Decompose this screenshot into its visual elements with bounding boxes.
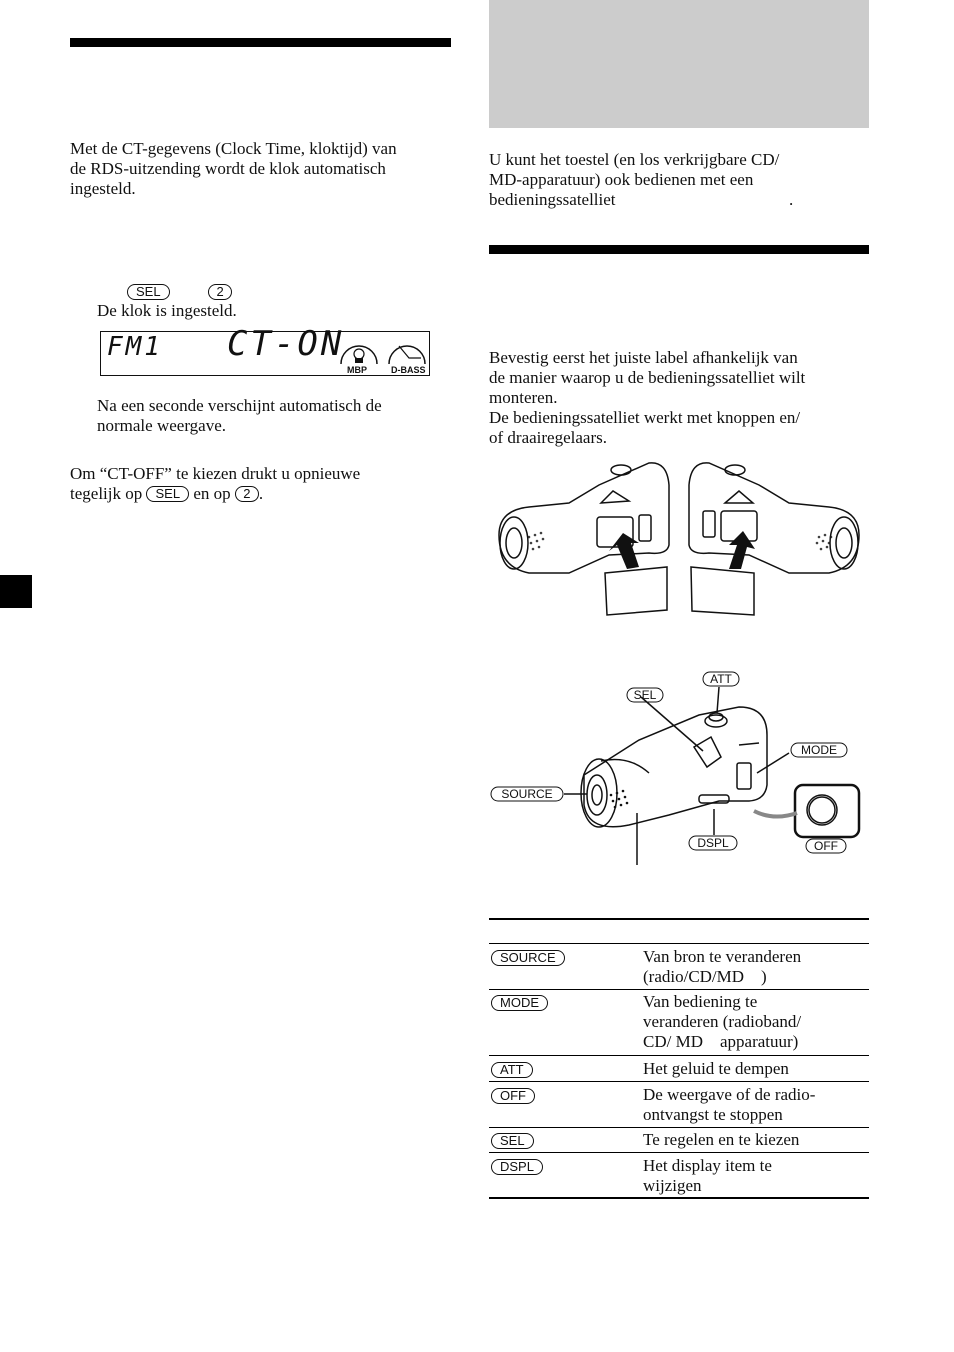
table-key-source: SOURCE bbox=[491, 950, 565, 966]
ct-off-line1: Om “CT-OFF” te kiezen drukt u opnieuwe bbox=[70, 464, 361, 483]
label-mounting-illustration bbox=[489, 455, 869, 625]
ct-off-2-key: 2 bbox=[235, 486, 259, 502]
step-keys bbox=[127, 282, 232, 302]
label-instructions-text: Bevestig eerst het juiste label afhankelijk van de manier waarop u de bedieningssatelliet wilt monteren. De bedieningssatelliet werkt met knoppen en/ of draairegelaars. bbox=[489, 348, 806, 447]
lcd-dbass-label: D-BASS bbox=[391, 365, 426, 375]
diagram-source-label: SOURCE bbox=[501, 787, 553, 801]
right-heading-rule bbox=[489, 245, 869, 254]
lcd-mbp-label: MBP bbox=[347, 365, 367, 375]
ct-off-mid: en op bbox=[193, 484, 231, 503]
sel-key: SEL bbox=[127, 284, 170, 300]
diagram-mode-label: MODE bbox=[801, 743, 837, 757]
lcd-band: FM1 bbox=[107, 332, 163, 362]
table-key-mode: MODE bbox=[491, 995, 548, 1011]
table-key-off: OFF bbox=[491, 1088, 535, 1104]
after-display-text: Na een seconde verschijnt automatisch de normale weergave. bbox=[97, 396, 382, 435]
table-key-att: ATT bbox=[491, 1062, 533, 1078]
table-desc-off: De weergave of de radio- ontvangst te stoppen bbox=[643, 1085, 816, 1124]
table-bottom-rule bbox=[489, 1197, 869, 1199]
step-result-text: De klok is ingesteld. bbox=[97, 301, 237, 320]
ct-off-end: . bbox=[258, 484, 264, 503]
table-desc-att: Het geluid te dempen bbox=[643, 1059, 789, 1078]
ct-off-sel-key: SEL bbox=[146, 486, 189, 502]
ct-intro-text: Met de CT-gegevens (Clock Time, kloktijd) van de RDS-uitzending wordt de klok automatisch ingesteld. bbox=[70, 139, 397, 198]
table-desc-source: Van bron te veranderen (radio/CD/MD ) bbox=[643, 947, 802, 986]
table-row-rule bbox=[489, 1081, 869, 1082]
table-desc-mode: Van bediening te veranderen (radioband/ CD/ MD apparatuur) bbox=[643, 992, 802, 1051]
rotary-commander-diagram bbox=[489, 665, 869, 875]
preset-2-key: 2 bbox=[208, 284, 232, 300]
table-header-rule bbox=[489, 943, 869, 944]
diagram-att-label: ATT bbox=[710, 672, 732, 686]
table-desc-sel: Te regelen en te kiezen bbox=[643, 1130, 800, 1149]
table-key-dspl: DSPL bbox=[491, 1159, 543, 1175]
diagram-off-label: OFF bbox=[814, 839, 838, 853]
table-row-rule bbox=[489, 1127, 869, 1128]
ct-off-pre: tegelijk op bbox=[70, 484, 143, 503]
section-header-box bbox=[489, 0, 869, 128]
table-row-rule bbox=[489, 1055, 869, 1056]
left-heading-rule bbox=[70, 38, 451, 47]
table-row-rule bbox=[489, 1152, 869, 1153]
diagram-dspl-label: DSPL bbox=[697, 836, 729, 850]
table-row-rule bbox=[489, 989, 869, 990]
lcd-display bbox=[100, 324, 430, 376]
diagram-sel-label: SEL bbox=[633, 688, 657, 702]
satellite-intro-end: . bbox=[789, 190, 794, 209]
ct-off-line2 bbox=[70, 484, 263, 504]
section-tab-marker bbox=[0, 575, 32, 608]
table-key-sel: SEL bbox=[491, 1133, 534, 1149]
satellite-intro-text: U kunt het toestel (en los verkrijgbare CD/ MD-apparatuur) ook bedienen met een bedieningssatelliet bbox=[489, 150, 780, 209]
table-top-rule bbox=[489, 918, 869, 920]
table-desc-dspl: Het display item te wijzigen bbox=[643, 1156, 772, 1195]
lcd-message: CT-ON bbox=[227, 324, 345, 364]
